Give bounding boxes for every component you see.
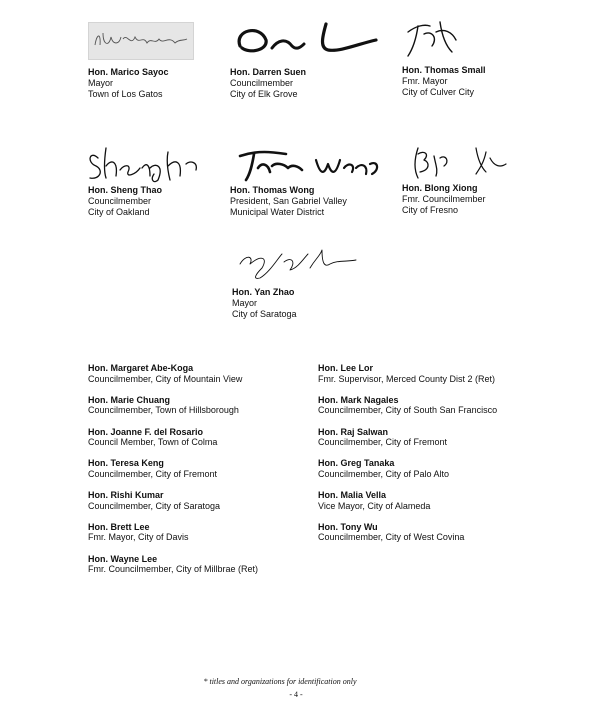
signatory-org: Municipal Water District — [230, 207, 325, 217]
signatory-name: Hon. Thomas Wong — [230, 185, 315, 195]
supporter-role: Councilmember, City of Fremont — [318, 437, 448, 448]
supporter-role: Councilmember, City of Fremont — [88, 468, 218, 479]
signatory-org: City of Fresno — [402, 205, 459, 215]
signature-image-wong — [232, 142, 382, 182]
signatory-name: Hon. Thomas Small — [402, 65, 486, 75]
supporter-role: Council Member, Town of Colma — [88, 437, 218, 448]
supporter-role: Councilmember, Town of Hillsborough — [88, 405, 239, 416]
signatory-org: City of Elk Grove — [230, 89, 298, 99]
list-item — [318, 427, 568, 448]
signatory-title: Councilmember — [88, 196, 152, 206]
signature-block-thao — [88, 185, 162, 218]
supporters-list-right — [318, 363, 568, 554]
supporter-name: Hon. Raj Salwan — [318, 426, 389, 437]
signature-block-sayoc — [88, 67, 169, 100]
signatory-title: Mayor — [232, 298, 258, 308]
signature-block-wong — [230, 185, 347, 218]
supporter-name: Hon. Brett Lee — [88, 521, 150, 532]
supporter-name: Hon. Marie Chuang — [88, 394, 171, 405]
list-item — [318, 363, 568, 384]
supporter-role: Councilmember, City of South San Francisco — [318, 405, 498, 416]
list-item — [318, 490, 568, 511]
list-item — [88, 490, 338, 511]
list-item — [88, 363, 338, 384]
supporter-name: Hon. Joanne F. del Rosario — [88, 426, 204, 437]
signature-image-small — [402, 12, 462, 60]
signatory-org: City of Oakland — [88, 207, 150, 217]
supporter-name: Hon. Tony Wu — [318, 521, 378, 532]
signature-block-small — [402, 65, 486, 98]
supporters-list-left — [88, 363, 338, 586]
signatory-title: Fmr. Councilmember — [402, 194, 486, 204]
supporter-name: Hon. Greg Tanaka — [318, 458, 395, 469]
list-item — [318, 395, 568, 416]
supporter-name: Hon. Mark Nagales — [318, 394, 399, 405]
supporter-name: Hon. Wayne Lee — [88, 553, 158, 564]
signature-block-zhao — [232, 287, 297, 320]
signature-block-suen — [230, 67, 306, 100]
signatory-name: Hon. Sheng Thao — [88, 185, 162, 195]
signature-image-zhao — [234, 240, 364, 284]
signatory-org: City of Culver City — [402, 87, 475, 97]
supporter-role: Councilmember, City of West Covina — [318, 532, 465, 543]
supporter-role: Councilmember, City of Palo Alto — [318, 468, 450, 479]
signatory-name: Hon. Blong Xiong — [402, 183, 478, 193]
list-item — [88, 554, 338, 575]
list-item — [318, 522, 568, 543]
list-item — [88, 427, 338, 448]
supporter-name: Hon. Lee Lor — [318, 363, 374, 373]
signatory-org: City of Saratoga — [232, 309, 297, 319]
signature-image-thao — [84, 140, 214, 184]
supporter-role: Fmr. Supervisor, Merced County Dist 2 (Ret) — [318, 373, 496, 384]
signatory-name: Hon. Darren Suen — [230, 67, 307, 77]
list-item — [88, 458, 338, 479]
signatory-title: President, San Gabriel Valley — [230, 196, 347, 206]
signatory-title: Mayor — [88, 78, 114, 88]
signature-image-sayoc — [88, 22, 194, 60]
page-number: - 4 - — [289, 690, 303, 699]
supporter-name: Hon. Rishi Kumar — [88, 490, 164, 501]
supporter-name: Hon. Margaret Abe-Koga — [88, 363, 194, 373]
list-item — [88, 522, 338, 543]
signature-image-xiong — [406, 138, 516, 182]
supporter-role: Fmr. Mayor, City of Davis — [88, 532, 189, 543]
signatory-title: Councilmember — [230, 78, 294, 88]
signatory-org: Town of Los Gatos — [88, 89, 163, 99]
signature-image-suen — [230, 18, 380, 58]
list-item — [88, 395, 338, 416]
footnote: * titles and organizations for identification only — [203, 677, 357, 686]
list-item — [318, 458, 568, 479]
signatory-title: Fmr. Mayor — [402, 76, 448, 86]
signatory-name: Hon. Yan Zhao — [232, 287, 295, 297]
supporter-role: Fmr. Councilmember, City of Millbrae (Ret) — [88, 564, 259, 575]
supporter-name: Hon. Malia Vella — [318, 490, 387, 501]
supporter-role: Vice Mayor, City of Alameda — [318, 500, 431, 511]
signature-block-xiong — [402, 183, 486, 216]
supporter-name: Hon. Teresa Keng — [88, 458, 164, 469]
signatory-name: Hon. Marico Sayoc — [88, 67, 169, 77]
supporter-role: Councilmember, City of Mountain View — [88, 373, 243, 384]
supporter-role: Councilmember, City of Saratoga — [88, 500, 221, 511]
